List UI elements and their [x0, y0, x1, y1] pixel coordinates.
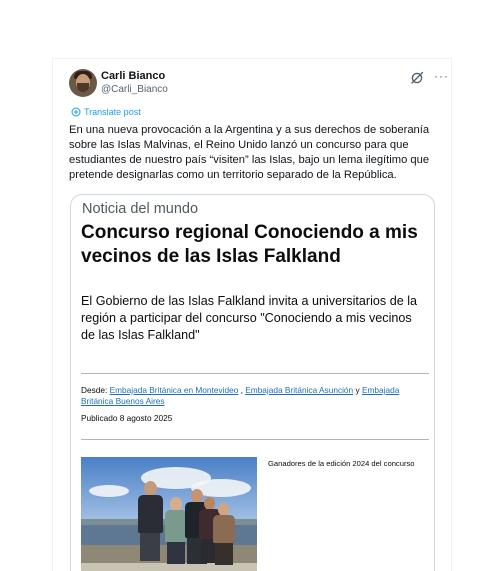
grok-icon[interactable] [410, 71, 424, 85]
translate-post-link[interactable] [71, 107, 141, 117]
news-from [81, 385, 429, 407]
link-embajada-asuncion[interactable]: Embajada Británica Asunción [245, 385, 354, 395]
media-attachment[interactable] [70, 194, 435, 571]
link-embajada-montevideo[interactable]: Embajada Británica en Montevideo [109, 385, 239, 395]
from-label: Desde: [81, 385, 108, 395]
from-separator: , [240, 385, 243, 395]
winners-photo [81, 457, 257, 571]
author-display-name[interactable]: Carli Bianco [101, 70, 166, 82]
translate-icon [71, 107, 81, 117]
news-lead: El Gobierno de las Islas Falkland invita a universitarios de la región a participar del concurso "Conociendo a mis vecinos de las Islas Falkland" [81, 294, 418, 342]
divider [81, 439, 429, 440]
news-headline: Concurso regional Conociendo a mis vecinos de las Islas Falkland [81, 222, 418, 267]
more-icon[interactable]: ··· [434, 69, 449, 83]
published-date: Publicado 8 agosto 2025 [81, 413, 173, 423]
from-separator: y [355, 385, 360, 395]
author-handle[interactable]: @Carli_Bianco [101, 84, 168, 95]
photo-caption: Ganadores de la edición 2024 del concurso [268, 459, 415, 468]
tweet-text: En una nueva provocación a la Argentina y a sus derechos de soberanía sobre las Islas Malvinas, el Reino Unido lanzó un concurso para que estudiantes de nuestro país “visiten” las Islas, bajo un lema ilegítimo que pretende designarlas como un territorio separado de la República. [69, 124, 430, 181]
tweet-card[interactable] [52, 58, 452, 571]
news-category-label: Noticia del mundo [82, 201, 199, 217]
avatar[interactable] [69, 69, 97, 97]
divider [81, 373, 429, 374]
link-embajada-buenos-aires[interactable]: Embajada Británica Buenos Aires [81, 385, 400, 406]
translate-label: Translate post [84, 107, 141, 117]
photo-cloud [89, 485, 129, 497]
avatar-beard [77, 83, 89, 92]
